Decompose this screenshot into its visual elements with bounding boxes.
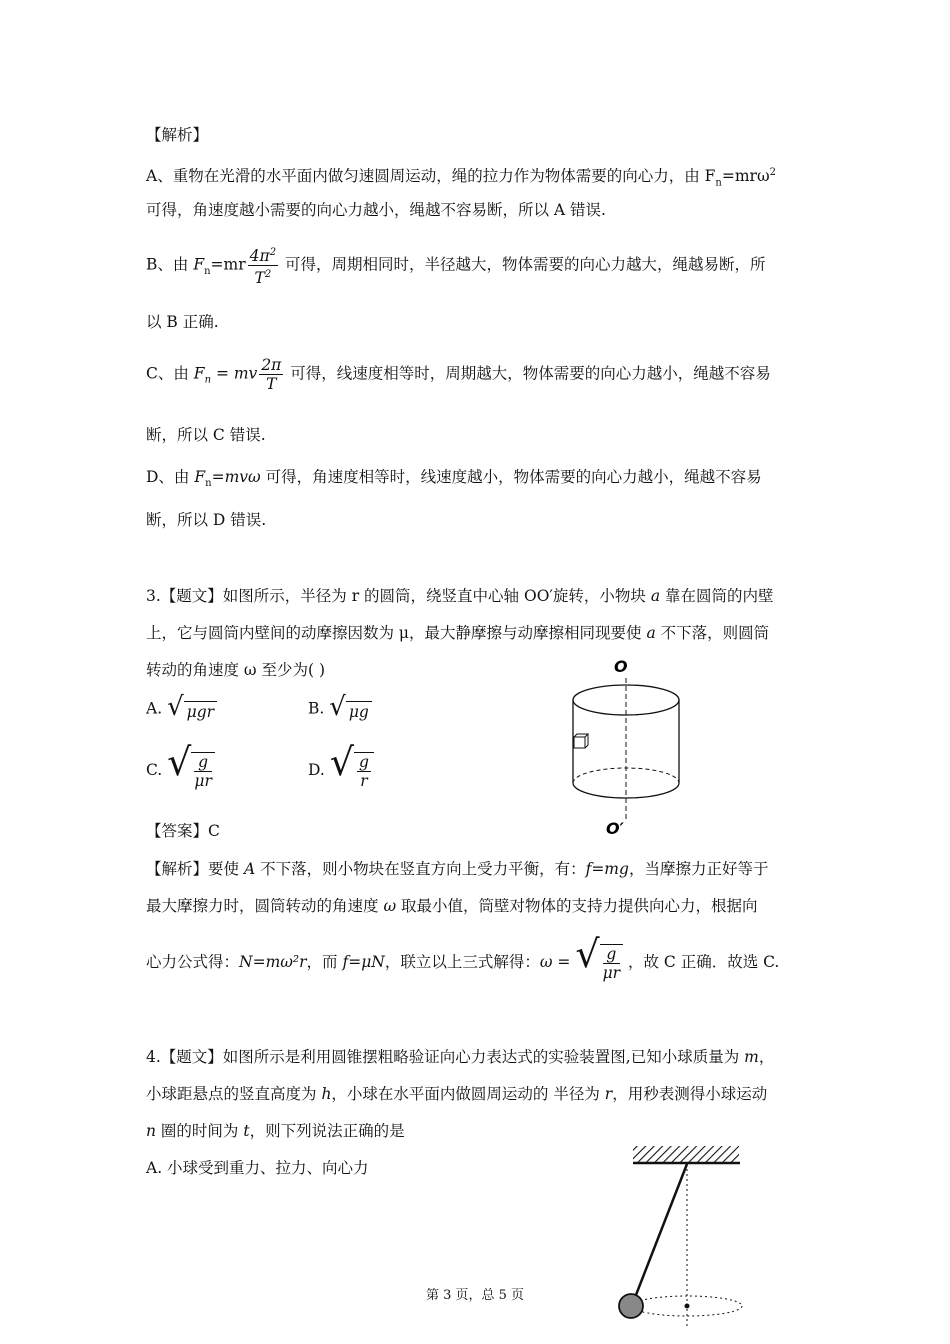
q3-option-b: B. √ μg <box>308 697 372 722</box>
q3-stem-line1: 3.【题文】如图所示，半径为 r 的圆筒，绕竖直中心轴 OO′旋转，小物块 a 靠在圆筒的内壁 <box>146 587 774 605</box>
explanation-a-line2: 可得，角速度越小需要的向心力越小，绳越不容易断，所以 A 错误. <box>146 201 606 219</box>
pendulum-figure <box>600 1140 760 1344</box>
explanation-b-line2: 以 B 正确. <box>146 313 219 331</box>
q3-explanation-line3: 心力公式得：N=mω²r，而 f=μN，联立以上三式解得：ω = √ $\frac{g}{\mu r}$ ，故 C 正确．故选 C. <box>146 932 780 982</box>
formula-fraction: $\frac{2\pi}{T}$ <box>261 356 282 393</box>
q3-stem-line2: 上，它与圆筒内壁间的动摩擦因数为 μ，最大静摩擦与动摩擦相同现要使 a 不下落，则圆筒 <box>146 624 770 642</box>
explanation-a-line1: A、重物在光滑的水平面内做匀速圆周运动，绳的拉力作为物体需要的向心力，由 $F_n=mr\omega^2$ <box>146 167 776 189</box>
q4-stem-line3: n 圈的时间为 t，则下列说法正确的是 <box>146 1122 405 1140</box>
q3-explanation-line2: 最大摩擦力时，圆筒转动的角速度 ω 取最小值，筒壁对物体的支持力提供向心力，根据向 <box>146 897 758 915</box>
page-footer: 第 3 页，总 5 页 <box>425 1288 525 1303</box>
section-heading <box>146 125 208 145</box>
circle-center <box>685 1304 690 1309</box>
string <box>634 1164 687 1300</box>
block-a <box>574 737 585 748</box>
explanation-d-line2: 断，所以 D 错误. <box>146 511 267 529</box>
q3-answer: 【答案】C <box>146 822 220 840</box>
explanation-b-line1: B、由 $F_n=mr$ $\frac{4\pi^2}{T^2}$ 可得，周期相同时，半径越大，物体需要的向心力越大，绳越易断，所 <box>146 244 766 287</box>
axis-top-label: O <box>614 657 628 676</box>
q3-option-d: D. √ $\frac{g}{r}$ <box>308 752 374 790</box>
explanation-c-line2: 断，所以 C 错误. <box>146 426 266 444</box>
q3-stem-line3: 转动的角速度 ω 至少为( ) <box>146 661 326 679</box>
q4-stem-line1: 4.【题文】如图所示是利用圆锥摆粗略验证向心力表达式的实验装置图,已知小球质量为 m， <box>146 1048 775 1066</box>
cylinder-figure <box>560 650 700 845</box>
q3-option-c: C. √ $\frac{g}{\mu r}$ <box>146 752 215 790</box>
ceiling-hatch <box>633 1146 739 1162</box>
formula-fraction: $\frac{4\pi^2}{T^2}$ <box>248 244 278 287</box>
q4-stem-line2: 小球距悬点的竖直高度为 h，小球在水平面内做圆周运动的 半径为 r，用秒表测得小球运动 <box>146 1085 768 1103</box>
q3-explanation-line1: 【解析】要使 A 不下落，则小物块在竖直方向上受力平衡，有：f=mg，当摩擦力正好等于 <box>146 860 769 878</box>
q3-option-a: A. √ μgr <box>146 697 217 722</box>
heading-text: 【解析】 <box>146 126 209 144</box>
explanation-d-line1: D、由 $F_n=mv\omega$ 可得，角速度相等时，线速度越小，物体需要的向心力越小，绳越不容易 <box>146 468 762 490</box>
q4-option-a: A. 小球受到重力、拉力、向心力 <box>146 1159 369 1177</box>
axis-bottom-label: O′ <box>606 819 624 838</box>
explanation-c-line1: C、由 $F_n$ = mv $\frac{2\pi}{T}$ 可得，线速度相等时，周期越大，物体需要的向心力越小，绳越不容易 <box>146 356 771 393</box>
